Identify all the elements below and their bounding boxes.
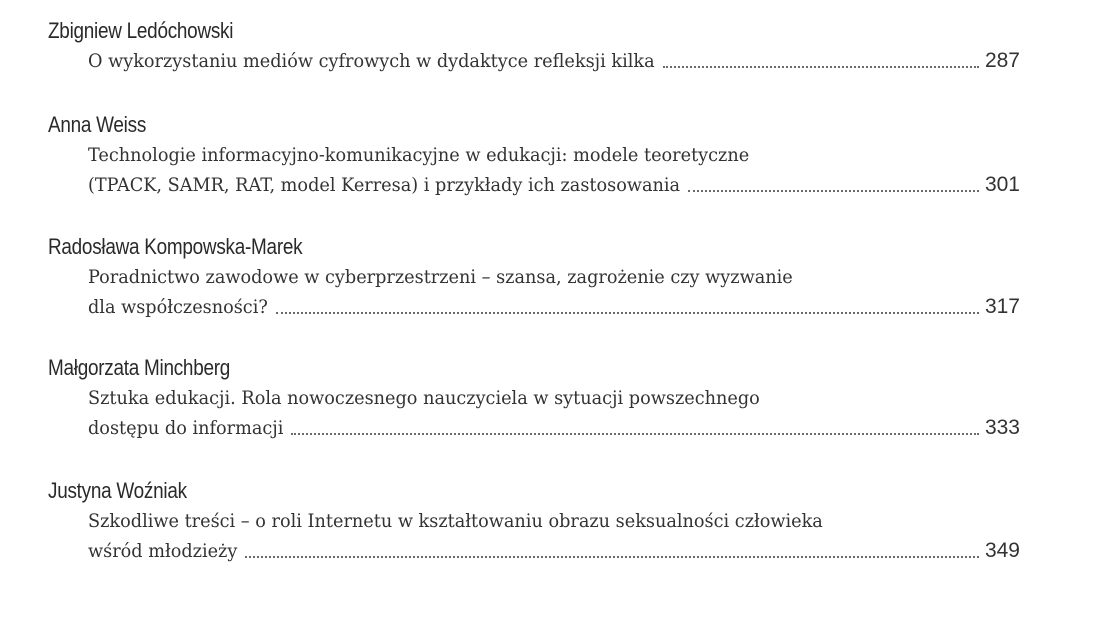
title-line: wśród młodzieży <box>88 540 238 562</box>
title-line: Szkodliwe treści – o roli Internetu w kształtowaniu obrazu seksualności człowieka <box>88 510 823 532</box>
title-line: Poradnictwo zawodowe w cyberprzestrzeni – szansa, zagrożenie czy wyzwanie <box>88 266 793 288</box>
page-number: 333 <box>984 416 1020 439</box>
title-last-line <box>88 170 1020 200</box>
title-line: O wykorzystaniu mediów cyfrowych w dydaktyce refleksji kilka <box>88 50 655 72</box>
title-line: dla współczesności? <box>88 296 268 318</box>
dot-leader <box>688 189 979 192</box>
title-last-line <box>88 536 1020 566</box>
article-title <box>88 140 1020 200</box>
article-title <box>88 383 1020 443</box>
dot-leader <box>663 65 979 68</box>
author-name: Justyna Woźniak <box>48 478 187 503</box>
toc-entry <box>48 232 1023 322</box>
article-title <box>88 262 1020 322</box>
page-number: 317 <box>984 295 1020 318</box>
author-name: Małgorzata Minchberg <box>48 355 231 380</box>
dot-leader <box>291 432 979 435</box>
title-last-line <box>88 46 1020 76</box>
article-title <box>88 46 1020 76</box>
author-name: Anna Weiss <box>48 112 147 137</box>
title-line: Technologie informacyjno-komunikacyjne w edukacji: modele teoretyczne <box>88 144 750 166</box>
author-name: Zbigniew Ledóchowski <box>48 18 234 43</box>
page-number: 287 <box>984 49 1020 72</box>
toc-entry <box>48 353 1023 443</box>
title-line: (TPACK, SAMR, RAT, model Kerresa) i przykłady ich zastosowania <box>88 174 681 196</box>
title-line: dostępu do informacji <box>88 417 284 439</box>
title-last-line <box>88 413 1020 443</box>
article-title <box>88 506 1020 566</box>
title-line: Sztuka edukacji. Rola nowoczesnego nauczyciela w sytuacji powszechnego <box>88 387 760 409</box>
page-number: 349 <box>984 539 1020 562</box>
toc-entry <box>48 110 1023 200</box>
author-name: Radosława Kompowska-Marek <box>48 234 303 259</box>
dot-leader <box>276 311 979 314</box>
dot-leader <box>245 555 979 558</box>
page-number: 301 <box>984 173 1020 196</box>
toc-entry <box>48 16 1023 76</box>
toc-entry <box>48 476 1023 566</box>
title-last-line <box>88 292 1020 322</box>
